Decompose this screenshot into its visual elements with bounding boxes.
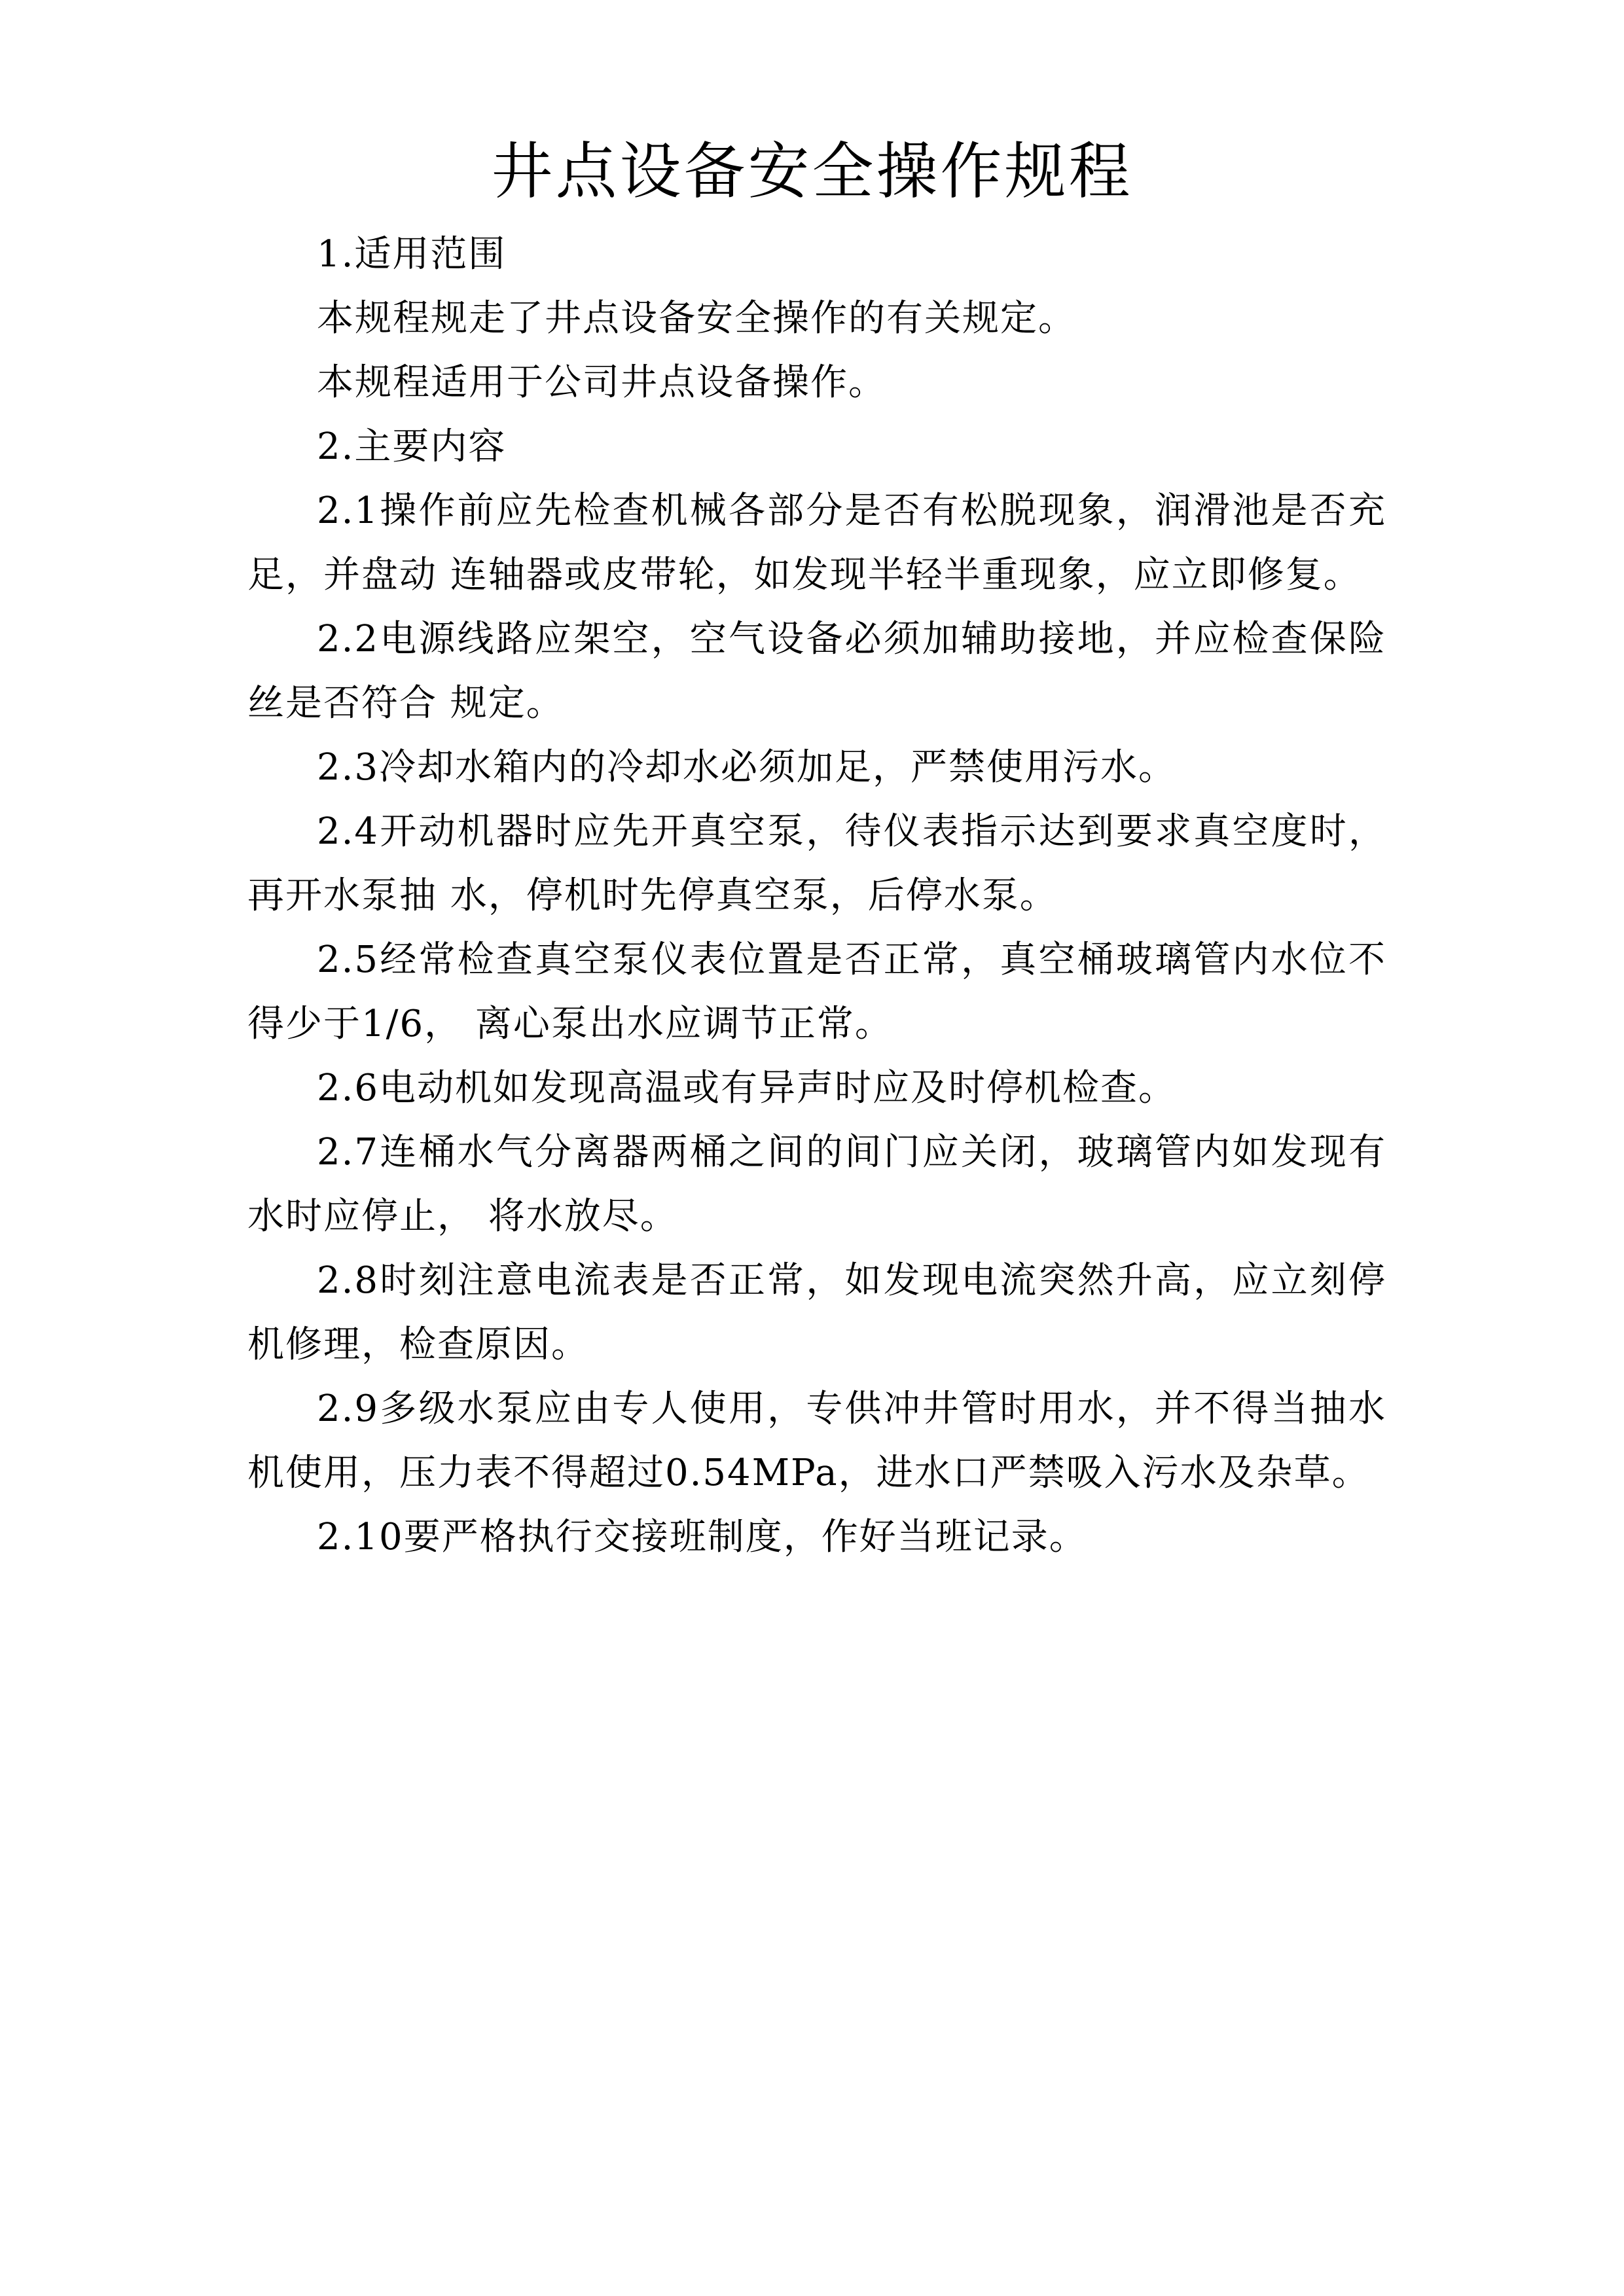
rule-item: 2.7连桶水气分离器两桶之间的间门应关闭，玻璃管内如发现有水时应停止， 将水放尽。 [247, 1131, 1386, 1238]
rule-item: 2.8时刻注意电流表是否正常，如发现电流突然升高，应立刻停机修理，检查原因。 [247, 1259, 1386, 1366]
scope-paragraph: 本规程规走了井点设备安全操作的有关规定。 [317, 297, 1076, 340]
rule-item: 2.4开动机器时应先开真空泵，待仪表指示达到要求真空度时，再开水泵抽 水，停机时先停真空泵，后停水泵。 [247, 810, 1386, 917]
rule-item: 2.5经常检查真空泵仪表位置是否正常，真空桶玻璃管内水位不得少于1/6， 离心泵出水应调节正常。 [247, 939, 1386, 1045]
document-title: 井点设备安全操作规程 [491, 136, 1133, 207]
rule-item: 2.9多级水泵应由专人使用，专供冲井管时用水，并不得当抽水机使用，压力表不得超过0.54MPa，进水口严禁吸入污水及杂草。 [247, 1388, 1386, 1494]
rule-item: 2.3冷却水箱内的冷却水必须加足，严禁使用污水。 [317, 746, 1177, 789]
rule-item: 2.10要严格执行交接班制度，作好当班记录。 [317, 1516, 1087, 1558]
section-heading-content: 2.主要内容 [317, 425, 507, 468]
scope-paragraph: 本规程适用于公司井点设备操作。 [317, 361, 886, 404]
rule-item: 2.6电动机如发现高温或有异声时应及时停机检查。 [317, 1067, 1177, 1109]
rule-item: 2.1操作前应先检查机械各部分是否有松脱现象，润滑池是否充足，并盘动 连轴器或皮带轮，如发现半轻半重现象，应立即修复。 [247, 490, 1386, 596]
section-heading-scope: 1.适用范围 [317, 233, 507, 276]
document-body [247, 223, 1386, 1570]
rule-item: 2.2电源线路应架空，空气设备必须加辅助接地，并应检查保险丝是否符合 规定。 [247, 618, 1386, 725]
